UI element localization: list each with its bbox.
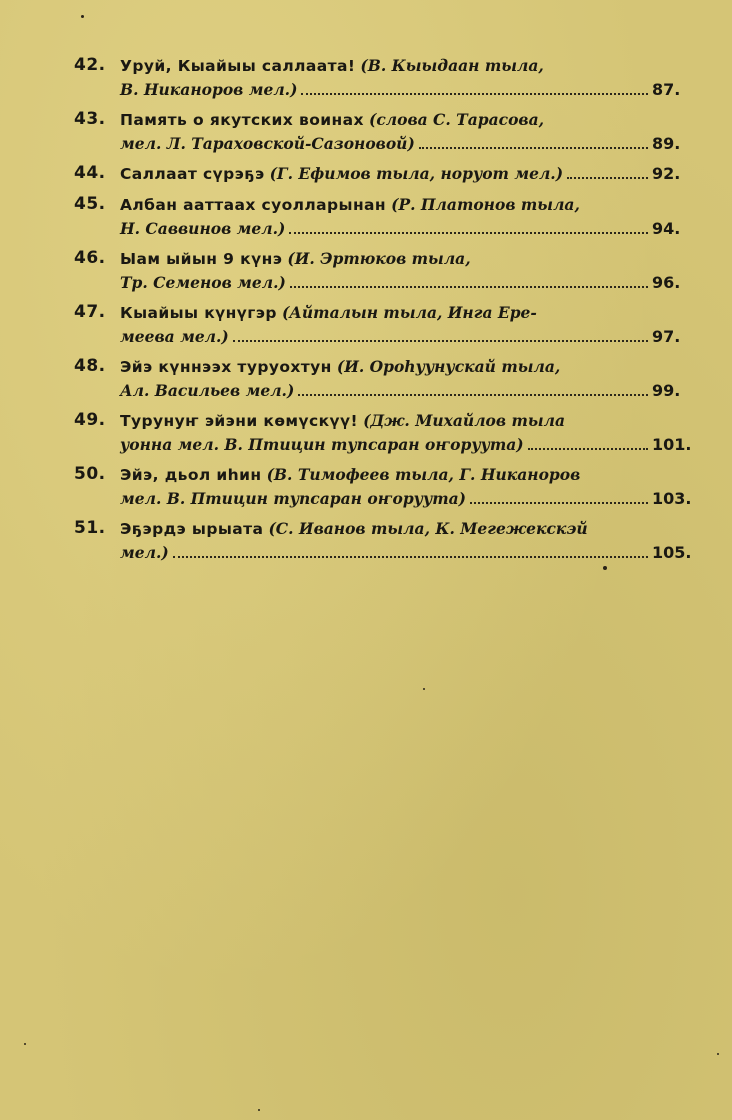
entry-number: 49. (74, 410, 106, 430)
page-number: 94. (652, 219, 681, 238)
entry-credit: (слова С. Тарасова, (368, 110, 545, 129)
table-of-contents (74, 54, 694, 571)
toc-entry (74, 247, 694, 294)
entry-title: Ыам ыйын 9 күнэ (120, 250, 283, 268)
dot-leader (301, 92, 648, 95)
dot-leader (567, 176, 648, 179)
entry-title: Эҕэрдэ ырыата (120, 520, 264, 538)
paper-speck (603, 566, 607, 570)
dot-leader (290, 285, 648, 288)
entry-credit-cont: Ал. Васильев мел.) (120, 381, 295, 400)
entry-number: 48. (74, 356, 106, 376)
entry-title: Эйэ, дьол иһин (120, 466, 262, 484)
entry-number: 47. (74, 302, 106, 322)
entry-number: 44. (74, 163, 106, 183)
paper-speck (717, 1053, 719, 1055)
dot-leader (470, 501, 648, 504)
dot-leader (298, 393, 648, 396)
entry-credit: (Айталын тыла, Инга Ере- (281, 303, 537, 322)
entry-credit: (В. Кыыдаан тыла, (360, 56, 544, 75)
entry-number: 42. (74, 55, 106, 75)
entry-credit: (В. Тимофеев тыла, Г. Никаноров (266, 465, 581, 484)
page-number: 101. (652, 435, 692, 454)
entry-credit: (Г. Ефимов тыла, норуот мел.) (269, 164, 564, 183)
entry-title: Турунуҥ эйэни көмүскүү! (120, 412, 358, 430)
entry-credit-cont: уонна мел. В. Птицин тупсаран оҥоруута) (120, 435, 524, 454)
paper-speck (423, 688, 425, 690)
page-number: 99. (652, 381, 681, 400)
dot-leader (419, 146, 648, 149)
toc-entry (74, 517, 694, 564)
entry-credit: (Р. Платонов тыла, (391, 195, 580, 214)
page-number: 103. (652, 489, 692, 508)
toc-entry (74, 409, 694, 456)
entry-number: 45. (74, 194, 106, 214)
paper-speck (258, 1109, 260, 1111)
entry-title: Албан ааттаах суолларынан (120, 196, 387, 214)
toc-entry (74, 162, 694, 186)
entry-title: Эйэ күннээх туруохтун (120, 358, 332, 376)
entry-credit-cont: меева мел.) (120, 327, 229, 346)
dot-leader (528, 447, 648, 450)
entry-credit-cont: Тр. Семенов мел.) (120, 273, 286, 292)
entry-credit-cont: В. Никаноров мел.) (120, 80, 298, 99)
page-number: 89. (652, 134, 681, 153)
paper-speck (81, 15, 84, 18)
toc-entry (74, 108, 694, 155)
dot-leader (173, 555, 648, 558)
dot-leader (233, 339, 648, 342)
entry-credit-cont: мел. Л. Тараховской-Сазоновой) (120, 134, 415, 153)
entry-title: Кыайыы күнүгэр (120, 304, 277, 322)
entry-title: Саллаат сүрэҕэ (120, 165, 265, 183)
toc-entry (74, 355, 694, 402)
entry-credit: (С. Иванов тыла, К. Мегежекскэй (268, 519, 588, 538)
entry-credit: (И. Эртюков тыла, (287, 249, 471, 268)
page-number: 87. (652, 80, 681, 99)
toc-entry (74, 193, 694, 240)
entry-credit-cont: мел.) (120, 543, 169, 562)
toc-entry (74, 301, 694, 348)
page-number: 97. (652, 327, 681, 346)
entry-credit-cont: Н. Саввинов мел.) (120, 219, 286, 238)
entry-credit: (И. Ороһуунускай тыла, (336, 357, 561, 376)
entry-credit: (Дж. Михайлов тыла (363, 411, 566, 430)
paper-speck (24, 1043, 26, 1045)
entry-title: Уруй, Кыайыы саллаата! (120, 57, 356, 75)
dot-leader (289, 231, 648, 234)
entry-title: Память о якутских воинах (120, 111, 364, 129)
page-number: 105. (652, 543, 692, 562)
entry-credit-cont: мел. В. Птицин тупсаран оҥоруута) (120, 489, 466, 508)
entry-number: 50. (74, 464, 106, 484)
toc-entry (74, 54, 694, 101)
page-number: 92. (652, 164, 681, 183)
entry-number: 51. (74, 518, 106, 538)
entry-number: 43. (74, 109, 106, 129)
toc-entry (74, 463, 694, 510)
page-number: 96. (652, 273, 681, 292)
entry-number: 46. (74, 248, 106, 268)
